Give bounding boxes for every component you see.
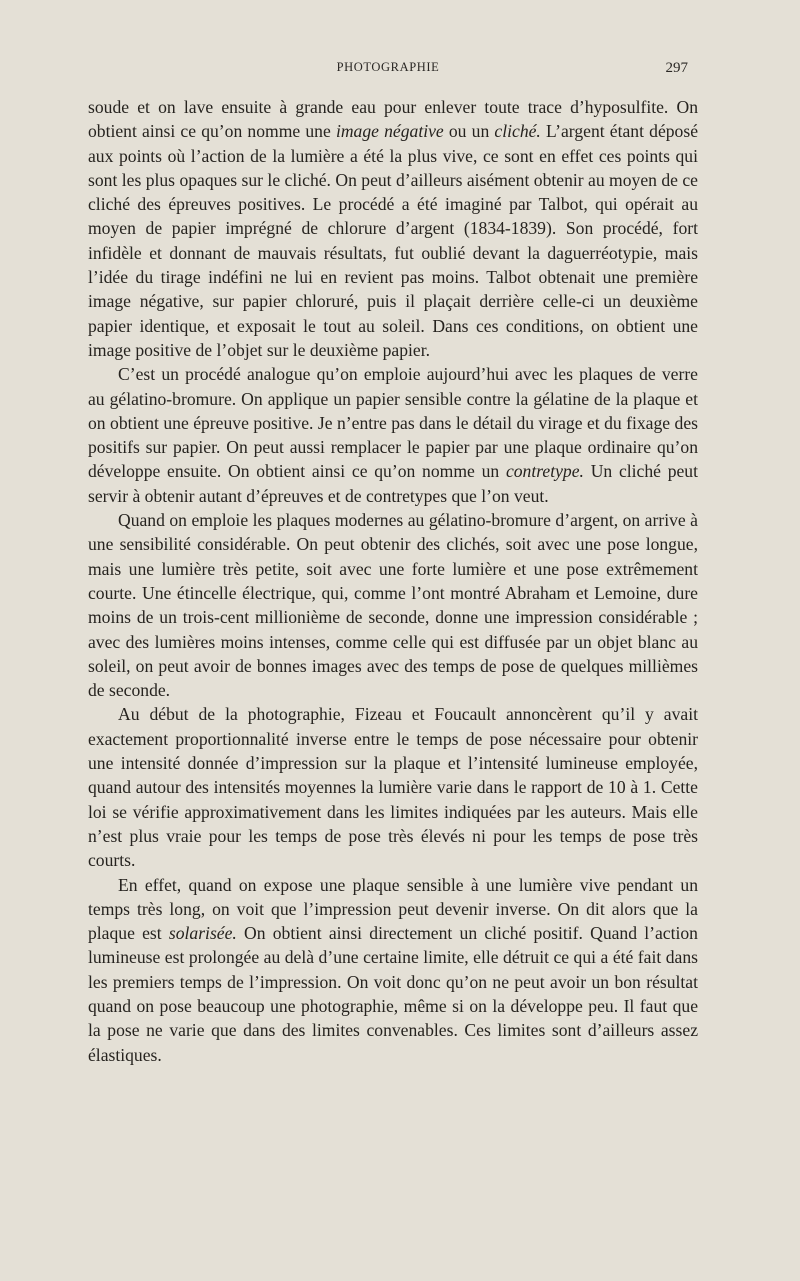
paragraph — [88, 508, 698, 702]
paragraph — [88, 873, 698, 1067]
italic-term: image négative — [335, 121, 444, 142]
text-run: L’argent étant déposé aux points où l’action de la lumière a été la plus vive, ce sont en effet ces points qui sont les plus opaques sur le cliché. On peut d’ailleurs aisément obtenir au moyen de ce cliché des épreuves positives. Le procédé a été imaginé par Talbot, qui opérait au moyen de papier imprégné de chlorure d’argent (1834-1839). Son procédé, fort infidèle et donnant de mauvais résultats, fut oublié devant la daguerréotypie, mais l’idée du tirage indéfini ne lui en revient pas moins. Talbot obtenait une première image négative, sur papier chloruré, puis il plaçait derrière celle-ci un deuxième papier identique, et exposait le tout au soleil. Dans ces conditions, on obtient une image positive de l’objet sur le deuxième papier. — [88, 121, 699, 360]
page-number: 297 — [665, 60, 688, 76]
paragraph — [88, 702, 698, 872]
text-run: Un cliché peut servir à obtenir autant d’épreuves et de contretypes que l’on veut. — [88, 461, 698, 506]
body-text — [88, 95, 698, 1067]
text-run: ou un — [443, 121, 495, 142]
italic-term: contretype. — [505, 461, 584, 482]
italic-term: solarisée. — [168, 923, 237, 944]
text-run: soude et on lave ensuite à grande eau pour enlever toute trace d’hyposulfite. On obtient ainsi ce qu’on nomme une — [88, 97, 698, 142]
italic-term: cliché. — [494, 121, 541, 142]
text-run: C’est un procédé analogue qu’on emploie aujourd’hui avec les plaques de verre au gélatino-bromure. On applique un papier sensible contre la gélatine de la plaque et on obtient une épreuve positive. Je n’entre pas dans le détail du virage et du fixage des positifs sur papier. On peut aussi remplacer le papier par une plaque ordinaire qu’on développe ensuite. On obtient ainsi ce qu’on nomme un — [88, 364, 698, 482]
paragraph — [88, 95, 698, 362]
text-run: Au début de la photographie, Fizeau et Foucault annoncèrent qu’il y avait exactement proportionnalité inverse entre le temps de pose nécessaire pour obtenir une intensité donnée d’impression sur la plaque et l’intensité lumineuse employée, quand autour des intensités moyennes la lumière varie dans le rapport de 10 à 1. Cette loi se vérifie approximativement dans les limites indiquées par les auteurs. Mais elle n’est plus vraie pour les temps de pose très élevés ni pour les temps de pose très courts. — [88, 704, 698, 871]
text-run: Quand on emploie les plaques modernes au gélatino-bromure d’argent, on arrive à une sensibilité considérable. On peut obtenir des clichés, soit avec une pose longue, mais une lumière très petite, soit avec une forte lumière et une pose extrêmement courte. Une étincelle électrique, qui, comme l’ont montré Abraham et Lemoine, dure moins de un trois-cent millionième de seconde, donne une impression considérable ; avec des lumières moins intenses, comme celle qui est diffusée par un objet blanc au soleil, on peut avoir de bonnes images avec des temps de pose de quelques millièmes de seconde. — [88, 510, 698, 701]
paragraph — [88, 362, 698, 508]
text-run: En effet, quand on expose une plaque sensible à une lumière vive pendant un temps très long, on voit que l’impression peut devenir inverse. On dit alors que la plaque est — [88, 874, 698, 944]
page-header — [88, 60, 688, 80]
running-title: PHOTOGRAPHIE — [336, 60, 440, 74]
text-run: On obtient ainsi directement un cliché positif. Quand l’action lumineuse est prolongée au delà d’une certaine limite, elle détruit ce qui a été fait dans les premiers temps de l’impression. On voit donc qu’on ne peut avoir un bon résultat quand on pose beaucoup une photographie, même si on la développe peu. Il faut que la pose ne varie que dans des limites convenables. Ces limites sont d’ailleurs assez élastiques. — [88, 923, 698, 1065]
